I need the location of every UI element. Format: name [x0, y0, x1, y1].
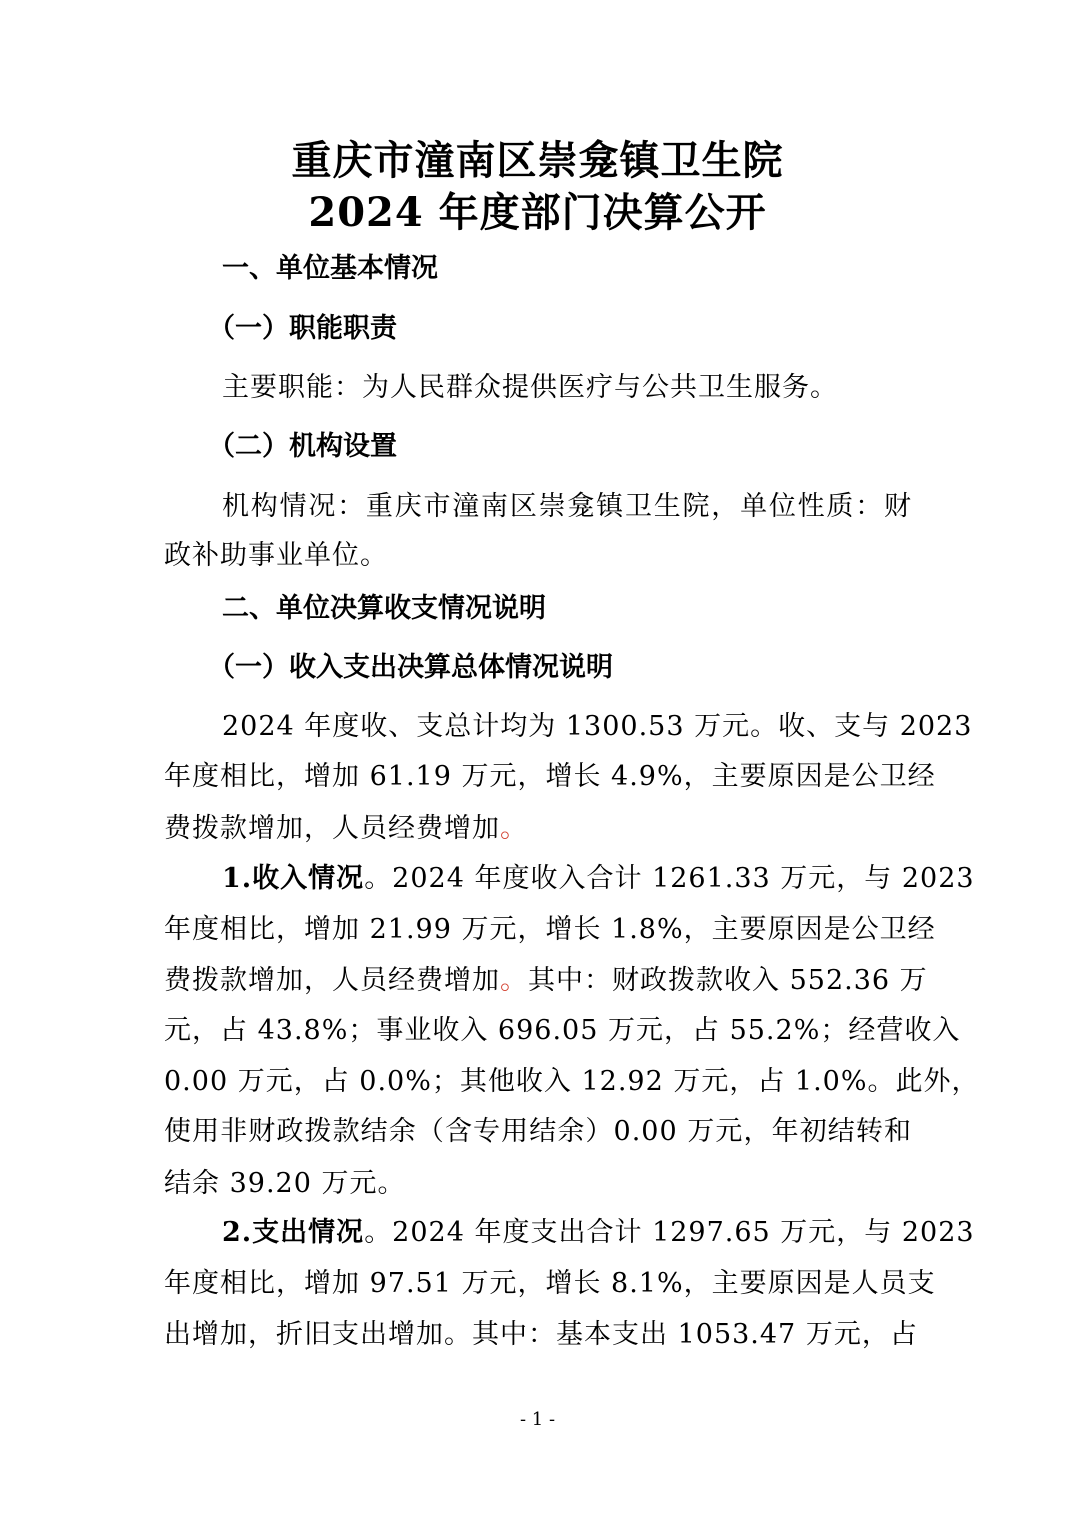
organization-text-line1: 机构情况：重庆市潼南区崇龛镇卫生院，单位性质：财: [222, 491, 912, 522]
overall-text-line1: 2024 年度收、支总计均为 1300.53 万元。收、支与 2023: [222, 711, 973, 742]
subheading-organization: （二）机构设置: [208, 431, 397, 462]
duties-text: 主要职能：为人民群众提供医疗与公共卫生服务。: [222, 372, 838, 403]
section-heading-basic-info: 一、单位基本情况: [222, 253, 438, 284]
expense-label: 2.支出情况: [222, 1217, 365, 1248]
income-label: 1.收入情况: [222, 863, 365, 894]
income-line3-b: 其中：财政拨款收入 552.36 万: [528, 965, 928, 996]
expense-line1-rest: 。2024 年度支出合计 1297.65 万元，与 2023: [364, 1217, 975, 1248]
income-line2: 年度相比，增加 21.99 万元，增长 1.8%，主要原因是公卫经: [164, 914, 936, 945]
expense-line3: 出增加，折旧支出增加。其中：基本支出 1053.47 万元，占: [164, 1319, 918, 1350]
income-line3-mark: 。: [500, 965, 528, 996]
overall-text-line2: 年度相比，增加 61.19 万元，增长 4.9%，主要原因是公卫经: [164, 761, 936, 792]
document-title-line2: 2024 年度部门决算公开: [308, 189, 767, 236]
organization-text-line2: 政补助事业单位。: [164, 540, 388, 571]
income-line1-rest: 。2024 年度收入合计 1261.33 万元，与 2023: [364, 863, 975, 894]
income-line4: 元，占 43.8%；事业收入 696.05 万元，占 55.2%；经营收入: [164, 1015, 961, 1046]
section-heading-budget: 二、单位决算收支情况说明: [222, 593, 546, 624]
overall-text-line3-mark: 。: [500, 813, 528, 844]
subheading-overall: （一）收入支出决算总体情况说明: [208, 652, 613, 683]
income-line3-a: 费拨款增加，人员经费增加: [164, 965, 500, 996]
income-line7: 结余 39.20 万元。: [164, 1168, 406, 1199]
page-number: - 1 -: [519, 1409, 556, 1430]
income-line3: [164, 963, 928, 999]
expense-line2: 年度相比，增加 97.51 万元，增长 8.1%，主要原因是人员支: [164, 1268, 936, 1299]
subheading-duties: （一）职能职责: [208, 313, 397, 344]
income-line6: 使用非财政拨款结余（含专用结余）0.00 万元，年初结转和: [164, 1116, 912, 1147]
income-line5: 0.00 万元，占 0.0%；其他收入 12.92 万元，占 1.0%。此外，: [164, 1066, 980, 1097]
overall-text-line3-main: 费拨款增加，人员经费增加: [164, 813, 500, 844]
income-line1: [222, 861, 975, 897]
expense-line1: [222, 1215, 975, 1251]
document-title-line1: 重庆市潼南区崇龛镇卫生院: [291, 137, 784, 184]
overall-text-line3: [164, 811, 912, 847]
